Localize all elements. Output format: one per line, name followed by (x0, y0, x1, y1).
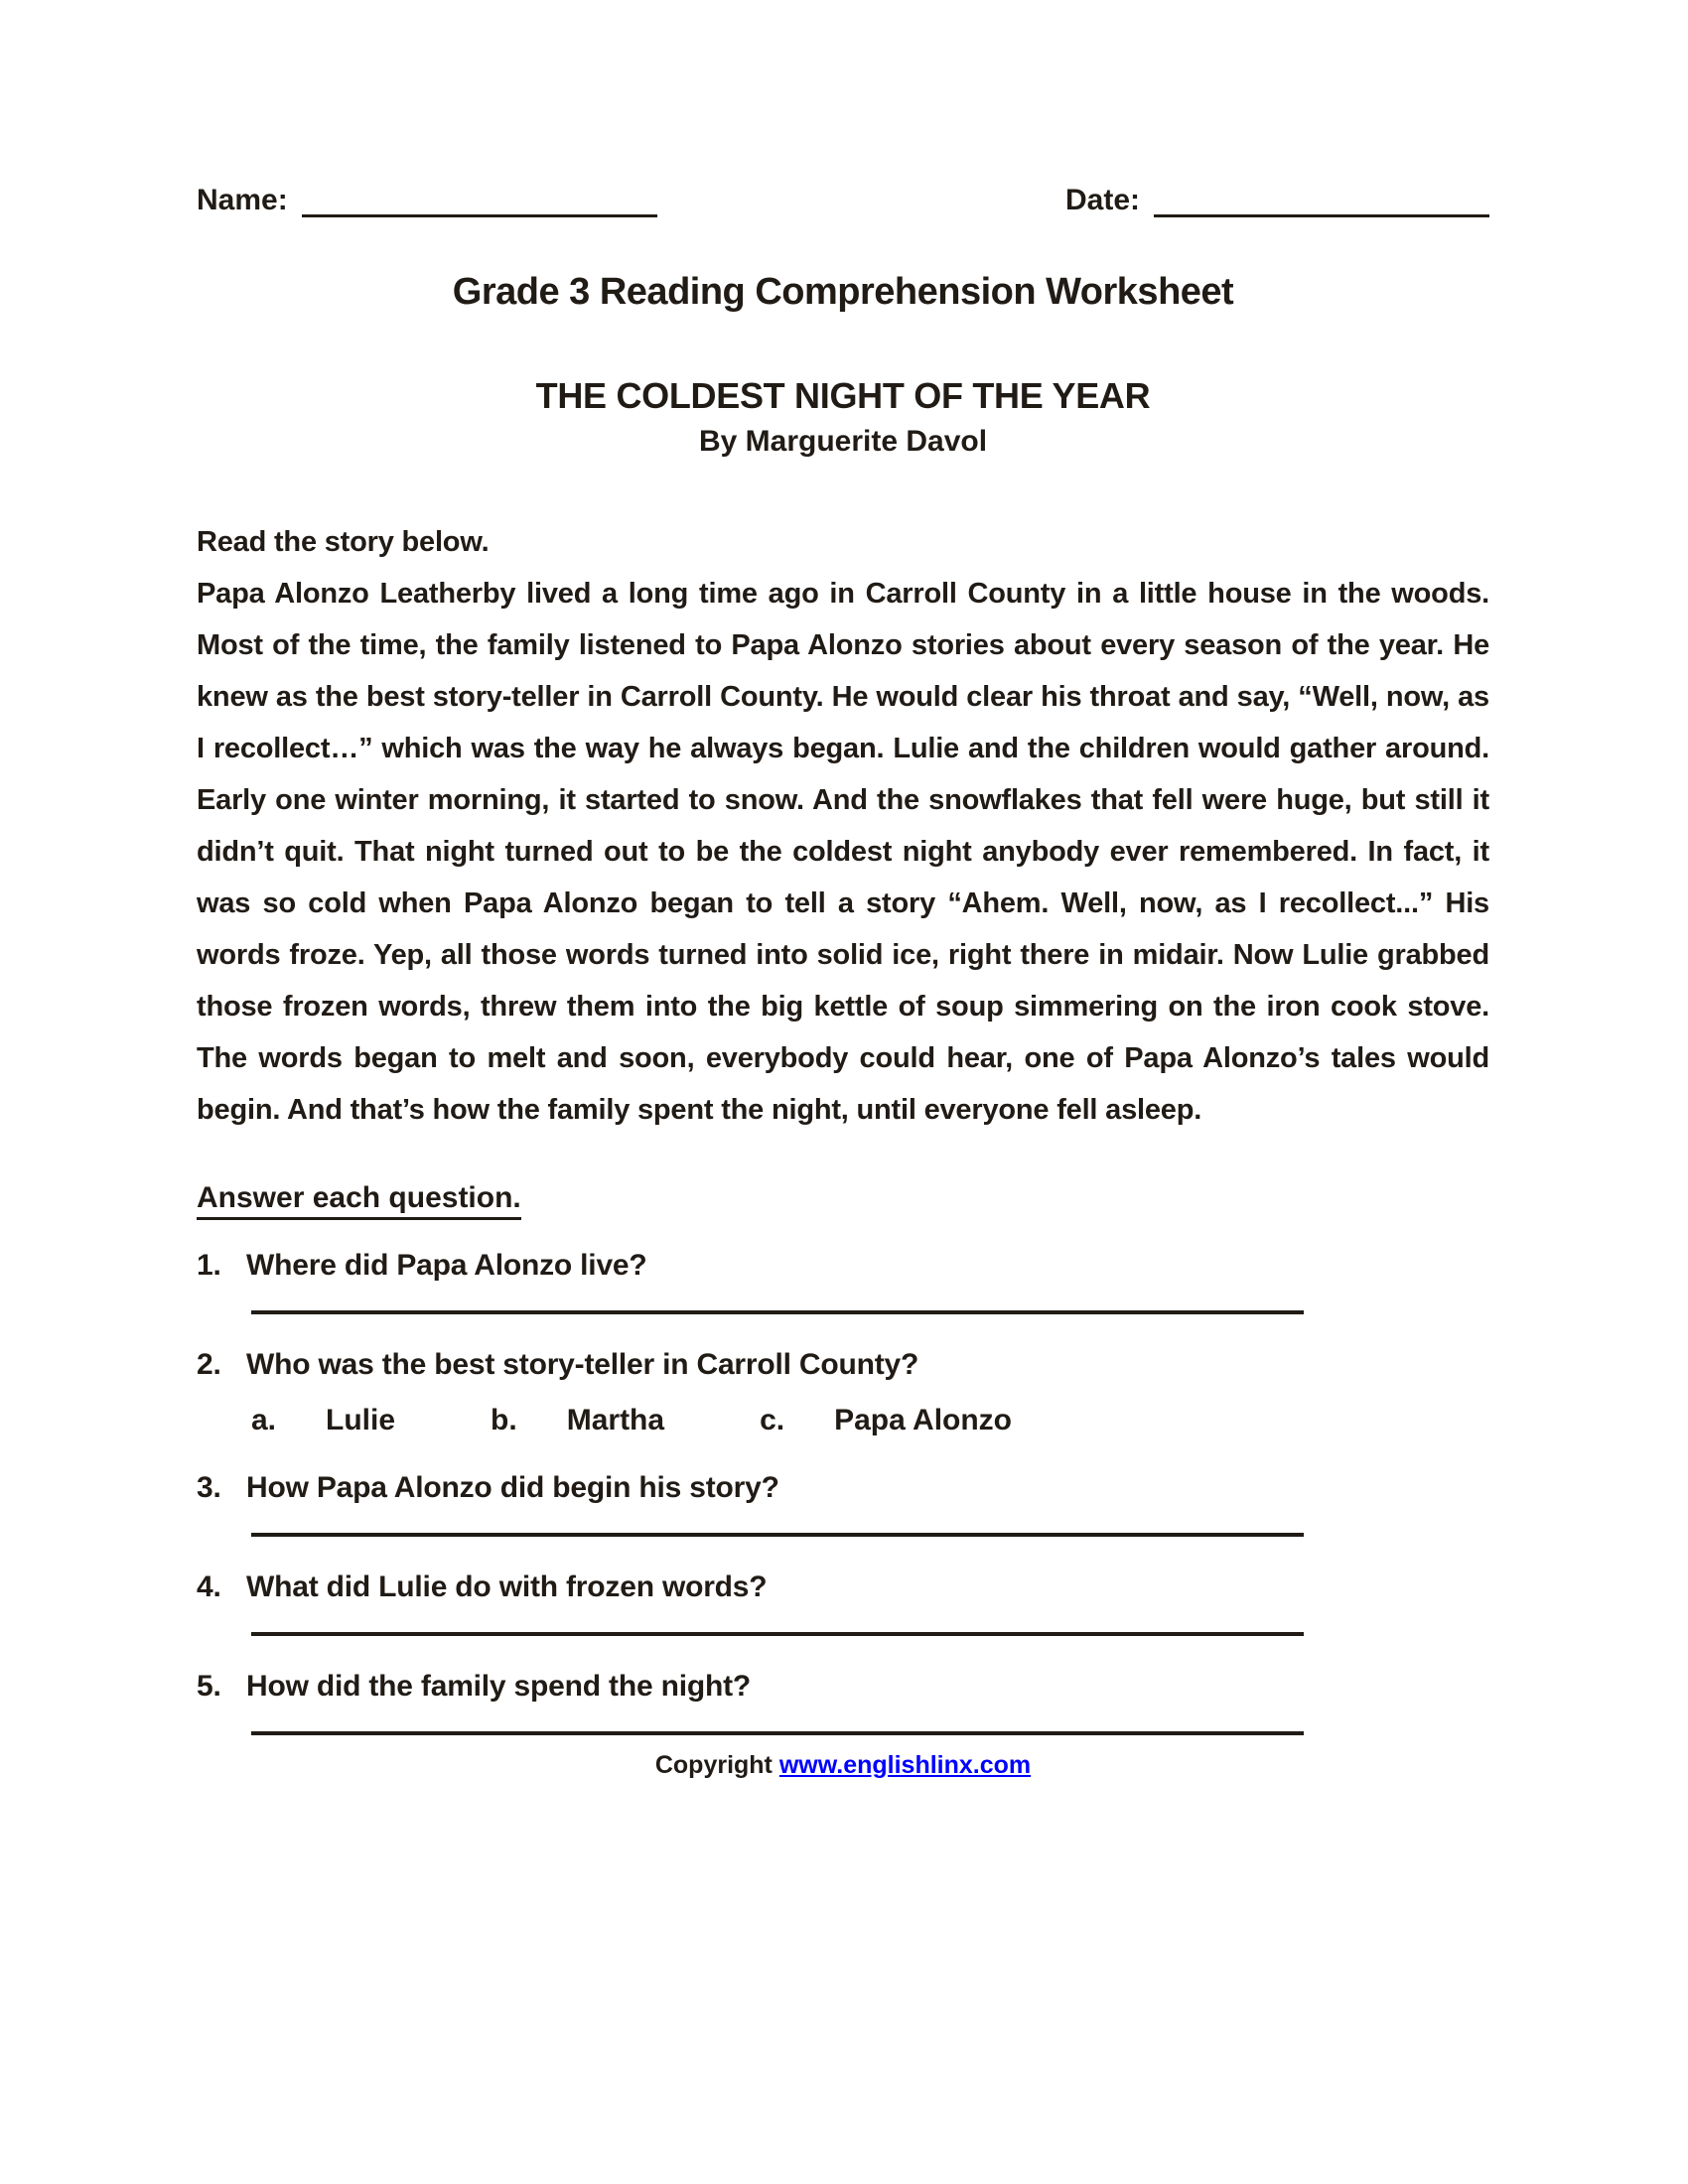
answer-instruction-text: Answer each question. (197, 1181, 521, 1220)
story-text: Papa Alonzo Leatherby lived a long time ago in Carroll County in a little house in the woods. Most of the time, the family listened to Papa Alonzo stories about every season of the year. He knew as the best story-teller in Carroll County. He would clear his throat and say, “Well, now, as I recollect…” which was the way he always began. Lulie and the children would gather around. Early one winter morning, it started to snow. And the snowflakes that fell were huge, but still it didn’t quit. That night turned out to be the coldest night anybody ever remembered. In fact, it was so cold when Papa Alonzo began to tell a story “Ahem. Well, now, as I recollect...” His words froze. Yep, all those words turned into solid ice, right there in midair. Now Lulie grabbed those frozen words, threw them into the big kettle of soup simmering on the iron cook stove. The words began to melt and soon, everybody could hear, one of Papa Alonzo’s tales would begin. And that’s how the family spent the night, until everyone fell asleep. (197, 578, 1489, 1126)
question-item-3 (197, 1471, 1489, 1505)
copyright-label: Copyright (654, 1751, 773, 1779)
question-number: 2. (197, 1348, 221, 1381)
name-label: Name: (197, 184, 288, 216)
answer-instruction (197, 1181, 1489, 1215)
copyright-link[interactable]: www.englishlinx.com (778, 1751, 1032, 1779)
question-number: 1. (197, 1249, 221, 1282)
question-text: Who was the best story-teller in Carroll County? (246, 1348, 919, 1381)
option-item-a (251, 1404, 395, 1437)
date-field (1065, 184, 1489, 217)
name-blank-line (302, 187, 657, 218)
option-item-c (760, 1404, 1012, 1437)
story-title: THE COLDEST NIGHT OF THE YEAR (535, 375, 1151, 416)
option-label: Martha (566, 1404, 665, 1436)
question-item-5 (197, 1670, 1489, 1704)
option-letter: b. (491, 1404, 517, 1436)
question-item-1 (197, 1249, 1489, 1283)
question-text: Where did Papa Alonzo live? (246, 1249, 647, 1282)
date-blank-line (1154, 187, 1489, 218)
question-item-4 (197, 1570, 1489, 1604)
question-number: 4. (197, 1570, 221, 1603)
question-number: 3. (197, 1471, 221, 1504)
answer-blank-line-5 (251, 1731, 1304, 1735)
answer-blank-line-3 (251, 1533, 1304, 1537)
option-item-b (491, 1404, 664, 1437)
answer-blank-line-1 (251, 1310, 1304, 1314)
question-2-options (251, 1404, 1489, 1437)
question-text: How Papa Alonzo did begin his story? (246, 1471, 779, 1504)
name-field (197, 184, 657, 217)
story-byline: By Marguerite Davol (698, 425, 988, 458)
question-text: What did Lulie do with frozen words? (246, 1570, 768, 1603)
question-number: 5. (197, 1670, 221, 1703)
copyright-footer (197, 1751, 1489, 1780)
worksheet-title: Grade 3 Reading Comprehension Worksheet (452, 271, 1234, 313)
option-label: Papa Alonzo (834, 1404, 1013, 1436)
option-label: Lulie (326, 1404, 396, 1436)
question-item-2 (197, 1348, 1489, 1382)
option-letter: c. (760, 1404, 785, 1436)
story-section (197, 516, 1489, 1136)
header-row (197, 184, 1489, 217)
question-text: How did the family spend the night? (246, 1670, 751, 1703)
option-letter: a. (251, 1404, 277, 1436)
read-instruction: Read the story below. (197, 526, 490, 558)
date-label: Date: (1064, 184, 1140, 216)
answer-blank-line-4 (251, 1632, 1304, 1636)
